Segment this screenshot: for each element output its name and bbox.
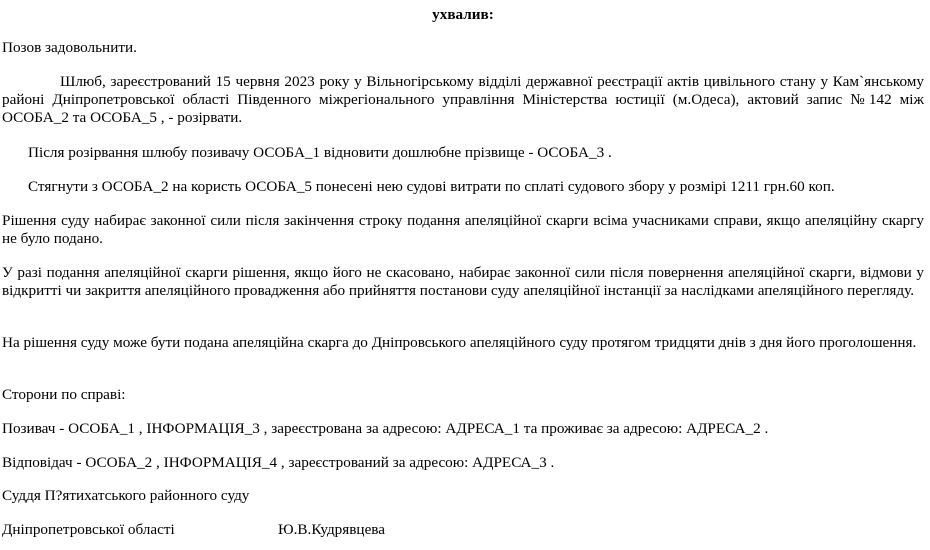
paragraph-claim-granted: Позов задовольнити.: [2, 39, 137, 56]
paragraph-plaintiff: Позивач - ОСОБА_1 , ІНФОРМАЦІЯ_3 , зареєстрована за адресою: АДРЕСА_1 та проживає за адресою: АДРЕСА_2 .: [2, 420, 769, 437]
paragraph-appeal-effect: У разі подання апеляційної скарги рішення, якщо його не скасовано, набирає законної сили після повернення апеляційної скарги, відмови у відкритті чи закриття апеляційного провадження або прийняття постанови суду апеляційної інстанції за наслідками апеляційного перегляду.: [2, 264, 924, 299]
paragraph-defendant: Відповідач - ОСОБА_2 , ІНФОРМАЦІЯ_4 , зареєстрований за адресою: АДРЕСА_3 .: [2, 454, 555, 471]
paragraph-surname-restore: Після розірвання шлюбу позивачу ОСОБА_1 відновити дошлюбне прізвище - ОСОБА_3 .: [28, 144, 612, 161]
paragraph-parties-title: Сторони по справі:: [2, 386, 126, 403]
paragraph-legal-force: Рішення суду набирає законної сили після закінчення строку подання апеляційної скарги всіма учасниками справи, якщо апеляційну скаргу не було подано.: [2, 212, 924, 247]
paragraph-appeal-deadline: На рішення суду може бути подана апеляційна скарга до Дніпровського апеляційного суду протягом тридцяти днів з дня його проголошення.: [2, 334, 917, 351]
paragraph-marriage-dissolution: Шлюб, зареєстрований 15 червня 2023 року у Вільногірському відділі державної реєстрації актів цивільного стану у Кам`янському районі Дніпропетровської області Південного міжрегіонального управління Міністерства юстиції (м.Одеса), актовий запис №142 між ОСОБА_2 та ОСОБА_5 , - розірвати.: [2, 73, 924, 126]
paragraph-court-costs: Стягнути з ОСОБА_2 на користь ОСОБА_5 понесені нею судові витрати по сплаті судового збору у розмірі 1211 грн.60 коп.: [28, 178, 835, 195]
paragraph-judge-court: Суддя П?ятихатського районного суду: [2, 487, 250, 504]
signature-court-region: Дніпропетровської області: [2, 521, 175, 538]
decision-heading: ухвалив:: [432, 6, 494, 23]
signature-judge-name: Ю.В.Кудрявцева: [278, 521, 386, 538]
